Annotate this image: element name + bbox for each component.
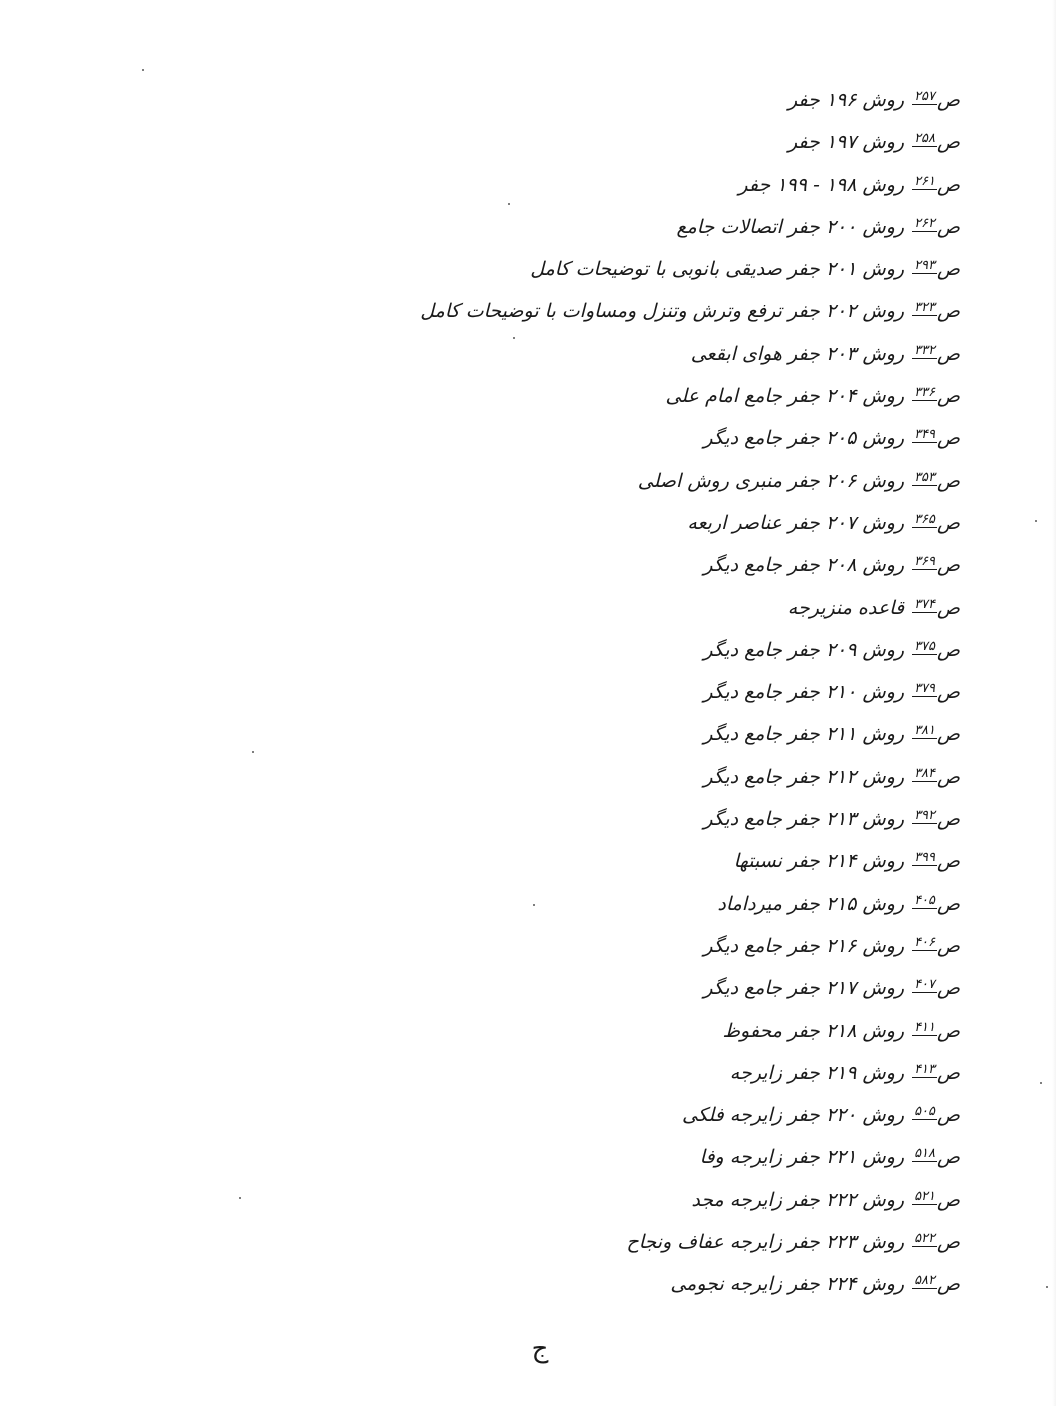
page-ref-label: ص <box>937 427 960 450</box>
entry-title: قاعده منزیرجه <box>787 596 905 619</box>
page-ref-number: ۳۵۳ <box>914 469 936 485</box>
page-ref-number: ۳۸۴ <box>914 765 936 781</box>
scan-speck <box>142 69 144 71</box>
page-ref-label: ص <box>937 596 960 619</box>
scan-speck <box>1040 1082 1042 1084</box>
toc-entry <box>400 414 960 456</box>
entry-title: روش ۲۱۱ جفر جامع دیگر <box>703 723 905 746</box>
page-ref-label: ص <box>937 1061 960 1084</box>
toc-entry <box>400 753 960 795</box>
page-ref-number: ۵۲۱ <box>914 1188 936 1204</box>
page-ref-number: ۲۹۳ <box>914 258 936 274</box>
page-reference <box>912 161 960 206</box>
scan-edge-shadow <box>1052 0 1056 1406</box>
entry-title: روش ۲۱۷ جفر جامع دیگر <box>703 977 905 1000</box>
scan-speck <box>239 1197 241 1199</box>
page-ref-label: ص <box>937 934 960 957</box>
toc-entry <box>400 964 960 1006</box>
entry-title: روش ۲۰۹ جفر جامع دیگر <box>703 638 905 661</box>
toc-entry <box>400 203 960 245</box>
page-ref-label: ص <box>937 765 960 788</box>
page-ref-number: ۵۱۸ <box>914 1146 936 1162</box>
page-reference <box>912 1176 960 1221</box>
toc-entry <box>400 837 960 879</box>
page-ref-label: ص <box>937 850 960 873</box>
toc-entry <box>400 541 960 583</box>
scan-speck <box>533 904 535 906</box>
toc-entry <box>400 499 960 541</box>
entry-title: روش ۲۲۰ جفر زایرجه فلکی <box>682 1104 905 1127</box>
page-ref-number: ۴۱۱ <box>914 1019 936 1035</box>
toc-entry <box>400 287 960 329</box>
page-reference <box>912 203 960 248</box>
toc-entry <box>400 457 960 499</box>
page-reference <box>912 1091 960 1136</box>
page-ref-label: ص <box>937 977 960 1000</box>
page-reference <box>912 584 960 629</box>
toc-entry <box>400 161 960 203</box>
entry-title: روش ۱۹۷ جفر <box>787 131 905 154</box>
page-ref-number: ۳۲۳ <box>914 300 936 316</box>
entry-title: روش ۱۹۸ - ۱۹۹ جفر <box>738 173 905 196</box>
page-ref-label: ص <box>937 638 960 661</box>
page-reference <box>912 457 960 502</box>
toc-entry <box>400 245 960 287</box>
page-reference <box>912 964 960 1009</box>
page-ref-label: ص <box>937 342 960 365</box>
page-ref-number: ۴۰۷ <box>914 977 936 993</box>
page-reference <box>912 795 960 840</box>
page-ref-number: ۲۶۲ <box>914 215 936 231</box>
toc-entry <box>400 668 960 710</box>
page-ref-number: ۳۸۱ <box>914 723 936 739</box>
page-ref-label: ص <box>937 1231 960 1254</box>
page-ref-label: ص <box>937 511 960 534</box>
page-ref-number: ۲۵۸ <box>914 131 936 147</box>
page-ref-number: ۵۸۲ <box>914 1273 936 1289</box>
page-reference <box>912 753 960 798</box>
entry-title: روش ۲۱۰ جفر جامع دیگر <box>703 681 905 704</box>
page-ref-label: ص <box>937 131 960 154</box>
toc-entry <box>400 1091 960 1133</box>
page-ref-number: ۳۷۴ <box>914 596 936 612</box>
page-ref-number: ۴۰۶ <box>914 934 936 950</box>
entry-title: روش ۲۱۳ جفر جامع دیگر <box>703 808 905 831</box>
page-reference <box>912 837 960 882</box>
page-ref-label: ص <box>937 215 960 238</box>
page-reference <box>912 668 960 713</box>
toc-entry <box>400 1133 960 1175</box>
toc-entry <box>400 1176 960 1218</box>
entry-title: روش ۱۹۶ جفر <box>787 89 905 111</box>
entry-title: روش ۲۱۸ جفر محفوظ <box>722 1019 905 1042</box>
toc-entry <box>400 1007 960 1049</box>
scan-speck <box>508 203 510 205</box>
page-ref-label: ص <box>937 1188 960 1211</box>
page-ref-label: ص <box>937 89 960 111</box>
entry-title: روش ۲۱۵ جفر میرداماد <box>717 892 905 915</box>
entry-title: روش ۲۱۴ جفر نسبتها <box>733 850 905 873</box>
entry-title: روش ۲۰۸ جفر جامع دیگر <box>703 554 905 577</box>
page-reference <box>912 1049 960 1094</box>
page-ref-number: ۳۴۹ <box>914 427 936 443</box>
entry-title: روش ۲۲۴ جفر زایرجه نجومی <box>670 1273 905 1296</box>
page-ref-label: ص <box>937 1019 960 1042</box>
entry-title: روش ۲۱۲ جفر جامع دیگر <box>703 765 905 788</box>
toc-entry <box>400 330 960 372</box>
toc-entry <box>400 118 960 160</box>
page-reference <box>912 541 960 586</box>
page-ref-number: ۵۲۲ <box>914 1231 936 1247</box>
scan-speck <box>513 337 515 339</box>
page-ref-number: ۳۶۹ <box>914 554 936 570</box>
page-reference <box>912 710 960 755</box>
page-folio: ج <box>531 1334 549 1364</box>
page-ref-number: ۳۳۲ <box>914 342 936 358</box>
page-reference <box>912 1260 960 1305</box>
toc-entry <box>400 795 960 837</box>
page-ref-label: ص <box>937 258 960 281</box>
table-of-contents <box>400 76 960 1303</box>
toc-entry <box>400 1049 960 1091</box>
entry-title: روش ۲۰۱ جفر صدیقی بانوبی با توضیحات کامل <box>530 258 905 281</box>
page-reference <box>912 1133 960 1178</box>
toc-entry <box>400 76 960 118</box>
page-reference <box>912 118 960 163</box>
page-ref-number: ۳۷۹ <box>914 681 936 697</box>
page-reference <box>912 1007 960 1052</box>
page-ref-label: ص <box>937 892 960 915</box>
page-reference <box>912 626 960 671</box>
page-ref-number: ۲۵۷ <box>914 89 936 104</box>
page-ref-label: ص <box>937 1273 960 1296</box>
entry-title: روش ۲۰۵ جفر جامع دیگر <box>703 427 905 450</box>
entry-title: روش ۲۰۴ جفر جامع امام علی <box>665 385 905 408</box>
page-reference <box>912 499 960 544</box>
page-ref-label: ص <box>937 554 960 577</box>
page-ref-number: ۳۹۹ <box>914 850 936 866</box>
page-reference <box>912 76 960 121</box>
page-ref-label: ص <box>937 808 960 831</box>
page-ref-label: ص <box>937 681 960 704</box>
page-reference <box>912 880 960 925</box>
page-reference <box>912 1218 960 1263</box>
page-ref-number: ۳۳۶ <box>914 385 936 401</box>
toc-entry <box>400 710 960 752</box>
toc-entry <box>400 626 960 668</box>
entry-title: روش ۲۲۲ جفر زایرجه مجد <box>691 1188 905 1211</box>
page-reference <box>912 330 960 375</box>
page-reference <box>912 922 960 967</box>
scan-speck <box>1046 1286 1048 1288</box>
page-ref-label: ص <box>937 173 960 196</box>
entry-title: روش ۲۰۷ جفر عناصر اربعه <box>687 511 905 534</box>
entry-title: روش ۲۱۶ جفر جامع دیگر <box>703 934 905 957</box>
toc-entry <box>400 880 960 922</box>
page-ref-number: ۲۶۱ <box>914 173 936 189</box>
entry-title: روش ۲۰۰ جفر اتصالات جامع <box>676 215 905 238</box>
page-ref-label: ص <box>937 469 960 492</box>
page-reference <box>912 287 960 332</box>
page-ref-number: ۵۰۵ <box>914 1104 936 1120</box>
entry-title: روش ۲۰۶ جفر منبری روش اصلی <box>637 469 905 492</box>
page-ref-label: ص <box>937 1104 960 1127</box>
page-ref-label: ص <box>937 300 960 323</box>
page-ref-label: ص <box>937 1146 960 1169</box>
toc-entry <box>400 1260 960 1302</box>
scan-speck <box>1035 520 1037 522</box>
page-ref-label: ص <box>937 385 960 408</box>
page-ref-label: ص <box>937 723 960 746</box>
toc-entry <box>400 372 960 414</box>
toc-entry <box>400 922 960 964</box>
page-ref-number: ۴۱۳ <box>914 1061 936 1077</box>
toc-entry <box>400 1218 960 1260</box>
page-ref-number: ۳۷۵ <box>914 638 936 654</box>
entry-title: روش ۲۲۳ جفر زایرجه عفاف ونجاح <box>626 1231 905 1254</box>
page-ref-number: ۳۶۵ <box>914 511 936 527</box>
page-ref-number: ۳۹۲ <box>914 808 936 824</box>
page-reference <box>912 414 960 459</box>
entry-title: روش ۲۰۲ جفر ترفع وترش وتنزل ومساوات با توضیحات کامل <box>420 300 905 323</box>
entry-title: روش ۲۲۱ جفر زایرجه وفا <box>699 1146 905 1169</box>
scan-speck <box>252 751 254 753</box>
entry-title: روش ۲۱۹ جفر زایرجه <box>729 1061 905 1084</box>
toc-entry <box>400 584 960 626</box>
page-ref-number: ۴۰۵ <box>914 892 936 908</box>
entry-title: روش ۲۰۳ جفر هوای ابقعی <box>690 342 905 365</box>
page-reference <box>912 372 960 417</box>
page-reference <box>912 245 960 290</box>
